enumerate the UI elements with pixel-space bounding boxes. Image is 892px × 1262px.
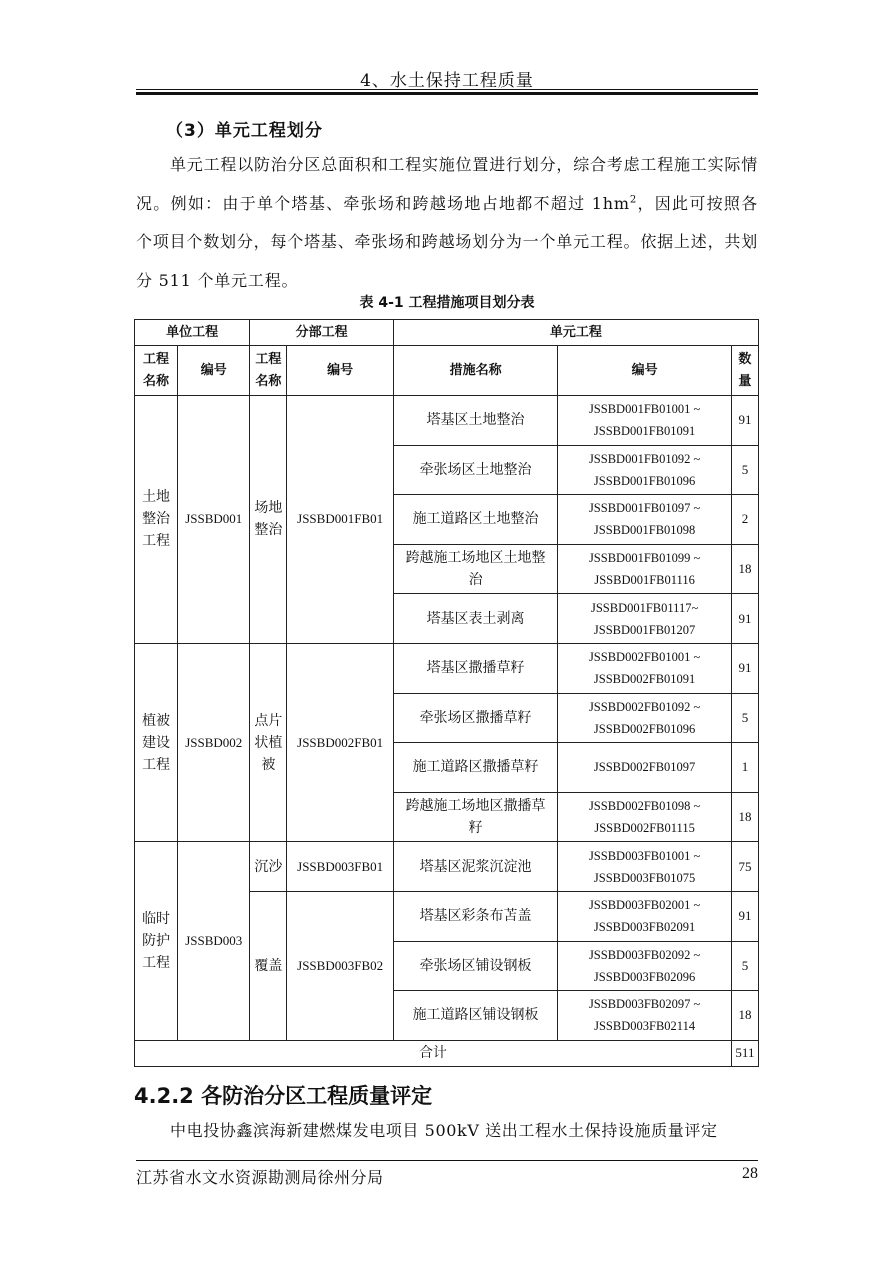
project-division-table: [134, 319, 759, 1067]
element-code-from: JSSBD001FB01117~: [590, 600, 699, 615]
element-code-to: JSSBD001FB01091: [593, 424, 696, 439]
element-code-to: JSSBD001FB01098: [593, 523, 696, 538]
element-count: 91: [731, 643, 758, 693]
superscript-2: 2: [629, 194, 637, 206]
measure-name: 塔基区表土剥离: [393, 594, 558, 644]
element-count: 91: [731, 396, 758, 446]
header-rule-thin: [136, 89, 758, 90]
col-header-count: [731, 346, 758, 396]
unit-project-name-text: 土地 整治 工程: [142, 489, 171, 550]
element-code-to: JSSBD002FB01096: [593, 721, 696, 736]
unit-project-name-text: 植被 建设 工程: [142, 712, 171, 773]
element-count: 2: [731, 495, 758, 545]
unit-project-code: JSSBD001: [178, 396, 250, 644]
element-code-range: [558, 594, 732, 644]
table-total-row: [135, 1040, 759, 1066]
measure-name: 牵张场区铺设钢板: [393, 941, 558, 991]
element-count: 1: [731, 743, 758, 793]
division-project-code: JSSBD003FB02: [287, 891, 393, 1040]
element-code-to: JSSBD001FB01096: [593, 473, 696, 488]
measure-name: 塔基区彩条布苫盖: [393, 891, 558, 941]
section-subheading: （3）单元工程划分: [166, 121, 323, 141]
element-count: 75: [731, 842, 758, 892]
element-code-range: [558, 495, 732, 545]
col-header-unit-name: [135, 346, 178, 396]
col-header-unit-code: 编号: [178, 346, 250, 396]
measure-name: 塔基区泥浆沉淀池: [393, 842, 558, 892]
element-code-from: JSSBD001FB01001 ~: [588, 402, 701, 417]
element-code-range: [558, 544, 732, 594]
element-count: 5: [731, 941, 758, 991]
element-count: 18: [731, 991, 758, 1041]
element-code-from: JSSBD003FB01001 ~: [588, 848, 701, 863]
unit-project-name: [135, 396, 178, 644]
chapter-header: 4、水土保持工程质量: [360, 71, 534, 91]
element-count: 5: [731, 693, 758, 743]
element-code-range: [558, 445, 732, 495]
division-project-code: JSSBD002FB01: [287, 643, 393, 841]
measure-name: 塔基区撒播草籽: [393, 643, 558, 693]
table-group-header-row: [135, 320, 759, 346]
footer-rule: [136, 1160, 758, 1161]
element-code-from: JSSBD002FB01098 ~: [588, 799, 701, 814]
division-project-name-text: 沉沙: [254, 858, 283, 875]
element-count: 18: [731, 544, 758, 594]
table-column-header-row: [135, 346, 759, 396]
measure-name: 塔基区土地整治: [393, 396, 558, 446]
division-project-code: JSSBD001FB01: [287, 396, 393, 644]
element-code-range: [558, 792, 732, 842]
element-code-range: [558, 842, 732, 892]
element-code-to: JSSBD002FB01115: [594, 821, 695, 836]
page-number: 28: [742, 1165, 758, 1182]
header-division-project: 分部工程: [250, 320, 393, 346]
element-count: 18: [731, 792, 758, 842]
table-caption: 表 4-1 工程措施项目划分表: [359, 295, 535, 311]
element-count: 91: [731, 594, 758, 644]
measure-name: 牵张场区撒播草籽: [393, 693, 558, 743]
table-row: [135, 842, 759, 892]
measure-name: 牵张场区土地整治: [393, 445, 558, 495]
element-code-to: JSSBD003FB01075: [593, 870, 696, 885]
col-header-division-code: 编号: [287, 346, 393, 396]
paragraph-text-part2: ，因此可按照各个项目个数划分，每个塔基、牵张场和跨越场划分为一个单元工程。依据上述，共划分 511 个单元工程。: [136, 193, 758, 290]
division-project-name: [250, 891, 287, 1040]
measure-name: 跨越施工场地区撒播草籽: [393, 792, 558, 842]
unit-project-code: JSSBD002: [178, 643, 250, 841]
unit-project-name-text: 临时 防护 工程: [142, 911, 171, 972]
division-project-code: JSSBD003FB01: [287, 842, 393, 892]
element-code-to: JSSBD002FB01091: [593, 672, 696, 687]
division-project-name: [250, 396, 287, 644]
element-code-to: JSSBD001FB01207: [593, 622, 696, 637]
body-paragraph: [136, 146, 758, 300]
element-code-from: JSSBD002FB01092 ~: [588, 699, 701, 714]
unit-project-name: [135, 842, 178, 1040]
measure-name: 跨越施工场地区土地整治: [393, 544, 558, 594]
element-code-from: JSSBD001FB01099 ~: [588, 551, 701, 566]
element-code-range: [558, 891, 732, 941]
total-value: 511: [731, 1040, 758, 1066]
division-project-name: [250, 643, 287, 841]
division-project-name-text: 覆盖: [254, 957, 283, 974]
header-element-project: 单元工程: [393, 320, 758, 346]
body-paragraph-4-2-2: [136, 1116, 758, 1146]
element-code-from: JSSBD003FB02092 ~: [588, 947, 701, 962]
measure-name: 施工道路区撒播草籽: [393, 743, 558, 793]
col-header-measure-name: 措施名称: [393, 346, 558, 396]
table-row: [135, 396, 759, 446]
element-code-range: [558, 991, 732, 1041]
element-count: 5: [731, 445, 758, 495]
element-count: 91: [731, 891, 758, 941]
element-code-from: JSSBD003FB02097 ~: [588, 997, 701, 1012]
section-heading-4-2-2: 4.2.2 各防治分区工程质量评定: [134, 1084, 433, 1108]
element-code-to: JSSBD001FB01116: [594, 573, 695, 588]
element-code-to: JSSBD003FB02091: [593, 920, 696, 935]
measure-name: 施工道路区土地整治: [393, 495, 558, 545]
element-code-range: [558, 941, 732, 991]
measure-name: 施工道路区铺设钢板: [393, 991, 558, 1041]
element-code-range: [558, 643, 732, 693]
header-rule-thick: [136, 92, 758, 95]
unit-project-name: [135, 643, 178, 841]
col-header-text: 数 量: [738, 351, 752, 389]
element-code-range: [558, 396, 732, 446]
element-code-range: [558, 693, 732, 743]
element-code-to: JSSBD003FB02096: [593, 969, 696, 984]
total-label: 合计: [135, 1040, 732, 1066]
element-code-to: JSSBD003FB02114: [594, 1019, 696, 1034]
col-header-division-name: [250, 346, 287, 396]
division-project-name-text: 场地 整治: [254, 500, 283, 539]
header-unit-project: 单位工程: [135, 320, 250, 346]
element-code-from: JSSBD001FB01097 ~: [588, 501, 701, 516]
element-code-from: JSSBD002FB01097: [593, 760, 696, 775]
col-header-element-code: 编号: [558, 346, 732, 396]
col-header-text: 工程 名称: [255, 351, 282, 389]
element-code-from: JSSBD003FB02001 ~: [588, 898, 701, 913]
col-header-text: 工程 名称: [143, 351, 170, 389]
element-code-from: JSSBD002FB01001 ~: [588, 650, 701, 665]
table-row: [135, 643, 759, 693]
element-code-range: [558, 743, 732, 793]
division-project-name-text: 点片 状植 被: [254, 712, 283, 773]
unit-project-code: JSSBD003: [178, 842, 250, 1040]
paragraph-text: 中电投协鑫滨海新建燃煤发电项目 500kV 送出工程水土保持设施质量评定: [170, 1121, 718, 1140]
paragraph-text-part1: 单元工程以防治分区总面积和工程实施位置进行划分，综合考虑工程施工实际情况。例如：由于单个塔基、牵张场和跨越场地占地都不超过 1hm: [136, 155, 759, 213]
footer-organization: 江苏省水文水资源勘测局徐州分局: [136, 1168, 384, 1187]
division-project-name: [250, 842, 287, 892]
element-code-from: JSSBD001FB01092 ~: [588, 451, 701, 466]
